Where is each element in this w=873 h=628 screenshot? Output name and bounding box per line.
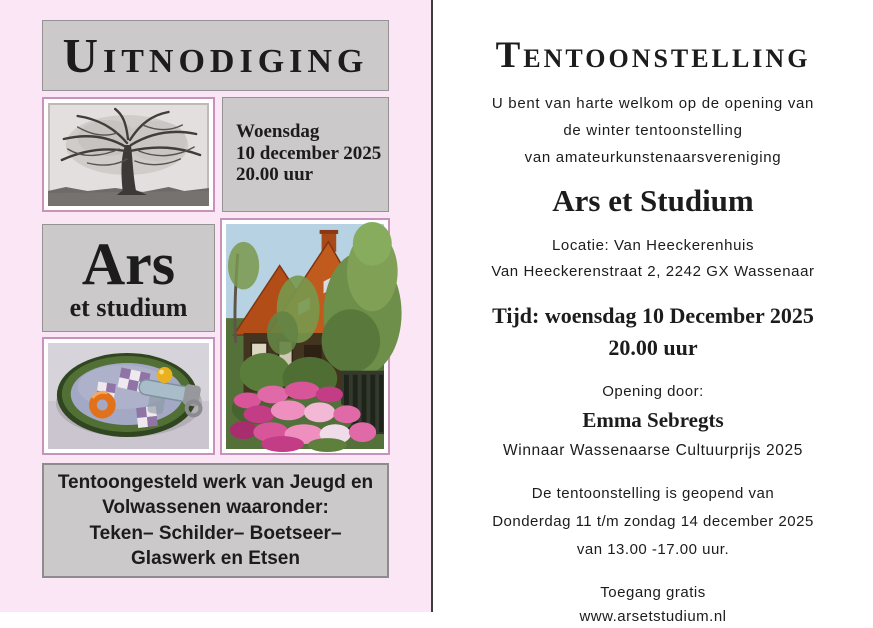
hours-line: De tentoonstelling is geopend van [531, 485, 775, 503]
house-painting-graphic [226, 224, 384, 449]
exhibited-work-line: Glaswerk en Etsen [131, 547, 300, 569]
tree-etching-graphic [48, 103, 209, 206]
opening-hours-block [433, 480, 873, 563]
date-box [222, 97, 389, 212]
hours-line: Donderdag 11 t/m zondag 14 december 2025 [492, 512, 814, 530]
location-line: Van Heeckerenstraat 2, 2242 GX Wassenaar [491, 262, 815, 280]
time-line: 20.00 uur [608, 335, 698, 361]
footer-block [433, 581, 873, 628]
location-block [433, 233, 873, 285]
intro-line: U bent van harte welkom op de opening van [491, 94, 815, 112]
hours-line: van 13.00 -17.00 uur. [576, 540, 730, 558]
intro-line: van amateurkunstenaarsvereniging [524, 148, 782, 166]
title-box [42, 20, 389, 91]
logo-name-big: Ars [81, 230, 176, 297]
opener-subtitle: Winnaar Wassenaarse Cultuurprijs 2025 [503, 442, 803, 460]
exhibited-work-line: Teken– Schilder– Boetseer– [89, 522, 342, 544]
exhibited-work-line: Volwassenen waaronder: [102, 497, 329, 519]
tree-etching-image [42, 97, 215, 212]
right-panel [433, 0, 873, 625]
left-panel [0, 0, 431, 612]
date-line: 20.00 uur [236, 164, 314, 186]
date-line: Woensdag [236, 121, 320, 142]
opener-name: Emma Sebregts [582, 408, 724, 433]
admission-text: Toegang gratis [600, 584, 706, 602]
intro-line: de winter tentoonstelling [563, 121, 743, 139]
exhibited-work-line: Tentoongesteld werk van Jeugd en [57, 471, 374, 493]
house-painting-image [220, 218, 390, 455]
flyer-title: Uitnodiging [62, 28, 369, 83]
organization-name: Ars et Studium [552, 182, 754, 218]
exhibition-title: Tentoonstelling [495, 35, 811, 76]
logo-name-small: et studium [69, 292, 188, 322]
website-url: www.arsetstudium.nl [579, 607, 727, 625]
date-line: 10 december 2025 [236, 142, 382, 164]
time-line: Tijd: woensdag 10 December 2025 [492, 303, 814, 329]
intro-paragraph [433, 90, 873, 171]
opening-label: Opening door: [602, 383, 704, 401]
logo-box [42, 224, 215, 332]
exhibited-work-box [42, 463, 389, 578]
time-block [433, 300, 873, 364]
ceramic-plate-graphic [48, 343, 209, 449]
ceramic-plate-image [42, 337, 215, 455]
location-line: Locatie: Van Heeckerenhuis [551, 236, 755, 254]
